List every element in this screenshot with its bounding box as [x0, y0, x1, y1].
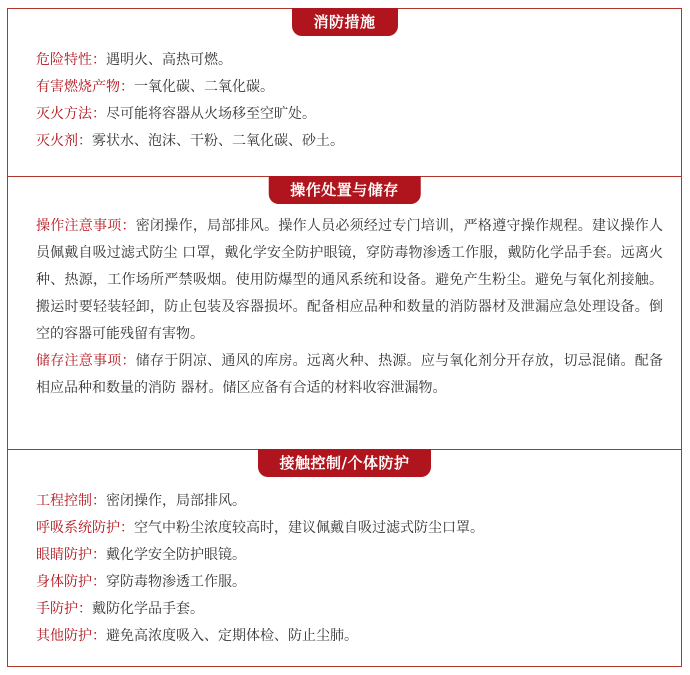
list-item	[36, 623, 663, 650]
item-label: 呼吸系统防护：	[36, 520, 134, 536]
item-text: 一氧化碳、二氧化碳。	[134, 79, 274, 95]
section-body	[36, 47, 663, 155]
item-text: 戴化学安全防护眼镜。	[106, 547, 246, 563]
item-text: 储存于阴凉、通风的库房。远离火种、热源。应与氧化剂分开存放，切忌混储。配备相应品种和数量的消防 器材。储区应备有合适的材料收容泄漏物。	[36, 353, 664, 396]
item-label: 眼睛防护：	[36, 547, 106, 563]
section-exposure-control	[7, 449, 682, 667]
item-label: 身体防护：	[36, 574, 106, 590]
item-text: 密闭操作，局部排风。	[106, 493, 246, 509]
item-label: 灭火方法：	[36, 106, 106, 122]
item-label: 手防护：	[36, 601, 92, 617]
section-title: 消防措施	[291, 8, 397, 36]
list-item	[36, 128, 663, 155]
item-text: 雾状水、泡沫、干粉、二氧化碳、砂土。	[92, 133, 344, 149]
item-label: 危险特性：	[36, 52, 106, 68]
list-item	[36, 213, 663, 348]
item-label: 有害燃烧产物：	[36, 79, 134, 95]
section-title: 操作处置与储存	[268, 176, 421, 204]
item-label: 其他防护：	[36, 628, 106, 644]
section-fire-measures	[7, 8, 682, 176]
section-body	[36, 488, 663, 650]
item-label: 操作注意事项：	[36, 218, 136, 234]
section-title: 接触控制/个体防护	[258, 449, 432, 477]
item-text: 穿防毒物渗透工作服。	[106, 574, 246, 590]
list-item	[36, 569, 663, 596]
list-item	[36, 488, 663, 515]
item-label: 储存注意事项：	[36, 353, 136, 369]
list-item	[36, 47, 663, 74]
list-item	[36, 74, 663, 101]
list-item	[36, 596, 663, 623]
list-item	[36, 515, 663, 542]
item-label: 灭火剂：	[36, 133, 92, 149]
list-item	[36, 101, 663, 128]
item-text: 密闭操作，局部排风。操作人员必须经过专门培训，严格遵守操作规程。建议操作人员佩戴自吸过滤式防尘 口罩，戴化学安全防护眼镜，穿防毒物渗透工作服，戴防化学品手套。远离火种、热源，工作场所严禁吸烟。使用防爆型的通风系统和设备。避免产生粉尘。避免与氧化剂接触。搬运时要轻装轻卸，防止包装及容器损坏。配备相应品种和数量的消防器材及泄漏应急处理设备。倒空的容器可能残留有害物。	[36, 218, 664, 342]
list-item	[36, 542, 663, 569]
item-text: 空气中粉尘浓度较高时，建议佩戴自吸过滤式防尘口罩。	[134, 520, 484, 536]
item-text: 戴防化学品手套。	[92, 601, 204, 617]
item-text: 尽可能将容器从火场移至空旷处。	[106, 106, 316, 122]
section-handling-storage	[7, 176, 682, 449]
section-body	[36, 213, 663, 402]
item-text: 避免高浓度吸入、定期体检、防止尘肺。	[106, 628, 358, 644]
list-item	[36, 348, 663, 402]
item-text: 遇明火、高热可燃。	[106, 52, 232, 68]
item-label: 工程控制：	[36, 493, 106, 509]
